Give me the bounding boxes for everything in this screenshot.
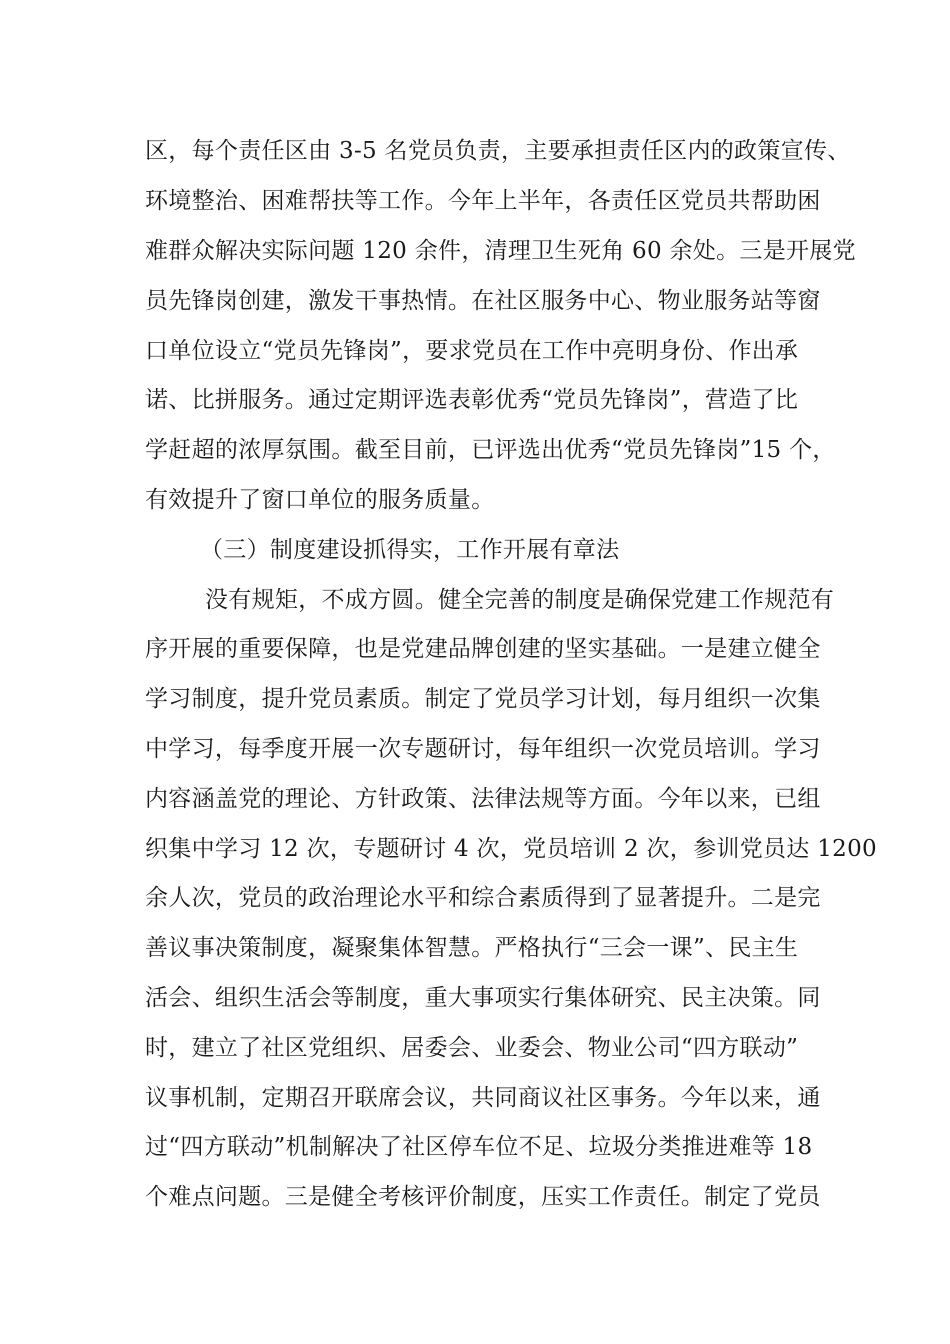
- paragraph-line: 织集中学习 12 次，专题研讨 4 次，党员培训 2 次，参训党员达 1200: [145, 836, 877, 862]
- paragraph-line: 序开展的重要保障，也是党建品牌创建的坚实基础。一是建立健全: [145, 636, 821, 662]
- paragraph-line: 余人次，党员的政治理论水平和综合素质得到了显著提升。二是完: [145, 885, 821, 911]
- paragraph-line: 员先锋岗创建，激发干事热情。在社区服务中心、物业服务站等窗: [145, 288, 821, 314]
- paragraph-line: 议事机制，定期召开联席会议，共同商议社区事务。今年以来，通: [145, 1085, 821, 1111]
- paragraph-line: 难群众解决实际问题 120 余件，清理卫生死角 60 余处。三是开展党: [145, 238, 856, 264]
- paragraph-line: 时，建立了社区党组织、居委会、业委会、物业公司“四方联动”: [145, 1035, 799, 1061]
- paragraph-line: 学赶超的浓厚氛围。截至目前，已评选出优秀“党员先锋岗”15 个，: [145, 437, 836, 463]
- paragraph-line: 口单位设立“党员先锋岗”，要求党员在工作中亮明身份、作出承: [145, 338, 799, 364]
- paragraph-line: 中学习，每季度开展一次专题研讨，每年组织一次党员培训。学习: [145, 736, 821, 762]
- paragraph-line: 有效提升了窗口单位的服务质量。: [145, 487, 495, 513]
- paragraph-line: 区，每个责任区由 3-5 名党员负责，主要承担责任区内的政策宣传、: [145, 138, 851, 164]
- paragraph-line: 个难点问题。三是健全考核评价制度，压实工作责任。制定了党员: [145, 1184, 821, 1210]
- paragraph-line: 内容涵盖党的理论、方针政策、法律法规等方面。今年以来，已组: [145, 786, 821, 812]
- paragraph-line: 没有规矩，不成方圆。健全完善的制度是确保党建工作规范有: [205, 587, 835, 613]
- paragraph-line: 活会、组织生活会等制度，重大事项实行集体研究、民主决策。同: [145, 985, 821, 1011]
- paragraph-line: 诺、比拼服务。通过定期评选表彰优秀“党员先锋岗”，营造了比: [145, 387, 799, 413]
- paragraph-line: 过“四方联动”机制解决了社区停车位不足、垃圾分类推进难等 18: [145, 1134, 813, 1160]
- section-heading: （三）制度建设抓得实，工作开展有章法: [200, 537, 620, 563]
- paragraph-line: 善议事决策制度，凝聚集体智慧。严格执行“三会一课”、民主生: [145, 935, 799, 961]
- paragraph-line: 环境整治、困难帮扶等工作。今年上半年，各责任区党员共帮助困: [145, 188, 821, 214]
- paragraph-line: 学习制度，提升党员素质。制定了党员学习计划，每月组织一次集: [145, 686, 821, 712]
